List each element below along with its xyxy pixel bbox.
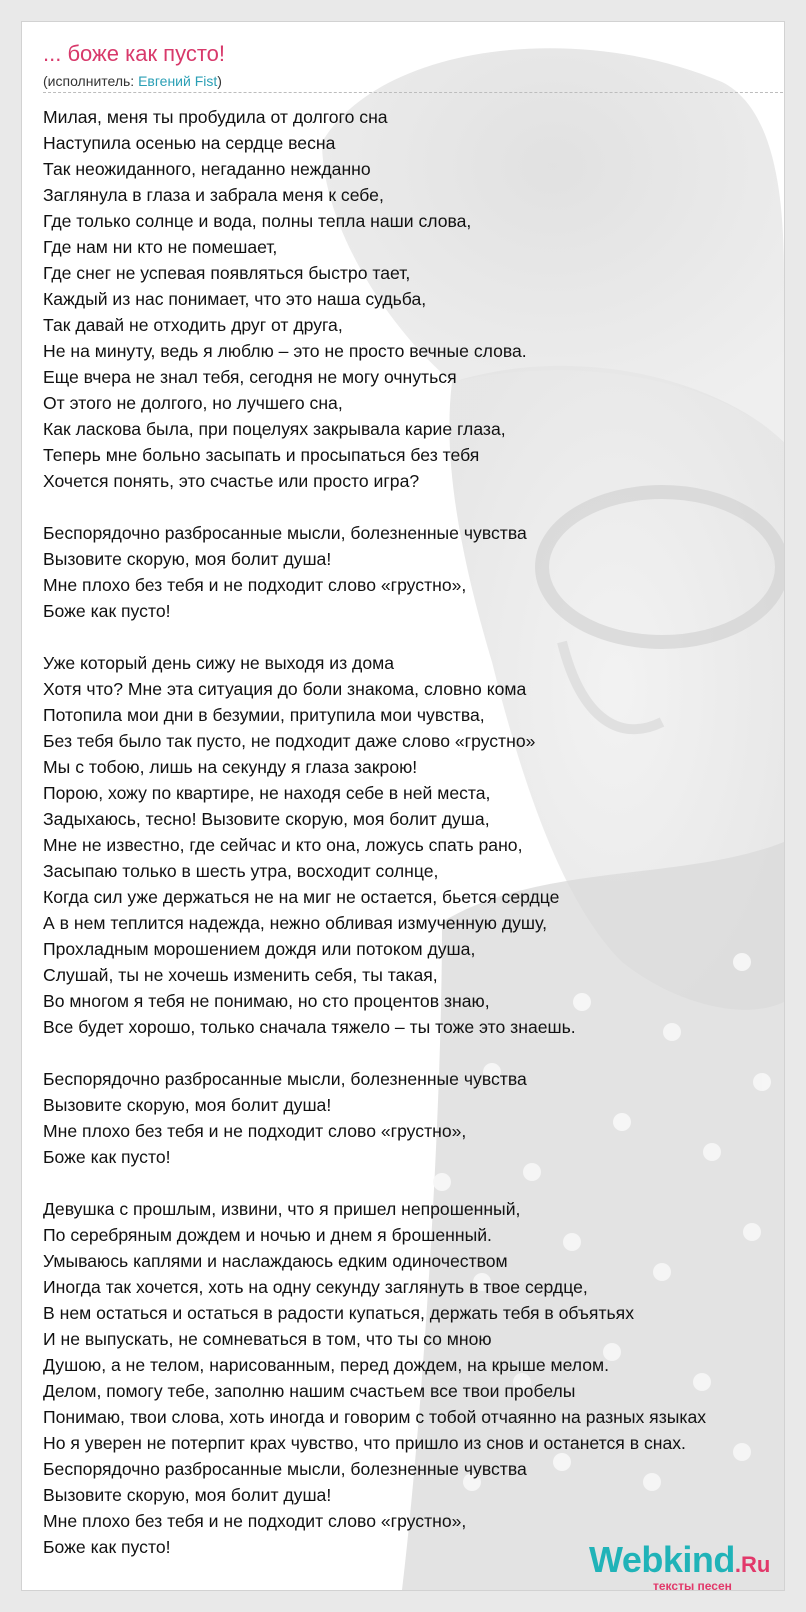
lyric-line: Не на минуту, ведь я люблю – это не просто вечные слова. bbox=[43, 341, 527, 361]
lyric-line: Теперь мне больно засыпать и просыпаться без тебя bbox=[43, 445, 480, 465]
lyric-line: Задыхаюсь, тесно! Вызовите скорую, моя болит душа, bbox=[43, 809, 490, 829]
lyric-line: Боже как пусто! bbox=[43, 601, 171, 621]
lyric-line: И не выпускать, не сомневаться в том, что ты со мною bbox=[43, 1329, 492, 1349]
lyric-line: Где только солнце и вода, полны тепла наши слова, bbox=[43, 211, 472, 231]
lyric-line: Мы с тобою, лишь на секунду я глаза закрою! bbox=[43, 757, 418, 777]
lyric-line: В нем остаться и остаться в радости купаться, держать тебя в объятьях bbox=[43, 1303, 634, 1323]
stanza-break bbox=[43, 1170, 785, 1196]
lyric-line: Мне плохо без тебя и не подходит слово «грустно», bbox=[43, 575, 467, 595]
lyric-line: Так неожиданного, негаданно нежданно bbox=[43, 159, 371, 179]
lyric-line: Засыпаю только в шесть утра, восходит солнце, bbox=[43, 861, 439, 881]
lyric-line: Душою, а не телом, нарисованным, перед дождем, на крыше мелом. bbox=[43, 1355, 610, 1375]
lyric-line: Беспорядочно разбросанные мысли, болезненные чувства bbox=[43, 1459, 527, 1479]
lyric-line: Хотя что? Мне эта ситуация до боли знакома, словно кома bbox=[43, 679, 527, 699]
lyric-line: Потопила мои дни в безумии, притупила мои чувства, bbox=[43, 705, 485, 725]
lyric-line: Слушай, ты не хочешь изменить себя, ты такая, bbox=[43, 965, 438, 985]
performer-label: исполнитель: bbox=[47, 73, 135, 89]
lyrics-card bbox=[21, 21, 785, 1591]
lyric-line: Беспорядочно разбросанные мысли, болезненные чувства bbox=[43, 1069, 527, 1089]
lyric-line: Наступила осенью на сердце весна bbox=[43, 133, 336, 153]
lyric-line: Делом, помогу тебе, заполню нашим счастьем все твои пробелы bbox=[43, 1381, 576, 1401]
webkind-logo[interactable] bbox=[589, 1539, 771, 1591]
lyric-line: Мне не известно, где сейчас и кто она, ложусь спать рано, bbox=[43, 835, 523, 855]
lyric-line: Уже который день сижу не выходя из дома bbox=[43, 653, 394, 673]
lyric-line: Порою, хожу по квартире, не находя себе в ней места, bbox=[43, 783, 491, 803]
lyric-line: Каждый из нас понимает, что это наша судьба, bbox=[43, 289, 427, 309]
lyric-line: Милая, меня ты пробудила от долгого сна bbox=[43, 107, 388, 127]
song-title: ... боже как пусто! bbox=[43, 41, 226, 66]
lyric-line: Вызовите скорую, моя болит душа! bbox=[43, 549, 332, 569]
lyric-line: Без тебя было так пусто, не подходит даже слово «грустно» bbox=[43, 731, 536, 751]
lyric-line: Боже как пусто! bbox=[43, 1537, 171, 1557]
lyric-line: Как ласкова была, при поцелуях закрывала карие глаза, bbox=[43, 419, 506, 439]
stanza-break bbox=[43, 1040, 785, 1066]
lyric-line: Когда сил уже держаться не на миг не остается, бьется сердце bbox=[43, 887, 560, 907]
lyric-line: По серебряным дождем и ночью и днем я брошенный. bbox=[43, 1225, 492, 1245]
lyric-line: Девушка с прошлым, извини, что я пришел непрошенный, bbox=[43, 1199, 521, 1219]
lyric-line: Хочется понять, это счастье или просто игра? bbox=[43, 471, 420, 491]
stanza-break bbox=[43, 494, 785, 520]
lyric-line: Умываюсь каплями и наслаждаюсь едким одиночеством bbox=[43, 1251, 508, 1271]
lyric-line: Где нам ни кто не помешает, bbox=[43, 237, 278, 257]
logo-tagline: тексты песен bbox=[653, 1579, 732, 1591]
lyric-line: Понимаю, твои слова, хоть иногда и говорим с тобой отчаянно на разных языках bbox=[43, 1407, 707, 1427]
header-divider bbox=[43, 92, 783, 93]
lyric-line: Вызовите скорую, моя болит душа! bbox=[43, 1095, 332, 1115]
lyric-line: Где снег не успевая появляться быстро тает, bbox=[43, 263, 411, 283]
lyric-line: Мне плохо без тебя и не подходит слово «грустно», bbox=[43, 1121, 467, 1141]
stanza-break bbox=[43, 624, 785, 650]
lyric-line: Вызовите скорую, моя болит душа! bbox=[43, 1485, 332, 1505]
lyric-line: Но я уверен не потерпит крах чувство, что пришло из снов и останется в снах. bbox=[43, 1433, 686, 1453]
lyric-line: Прохладным морошением дождя или потоком душа, bbox=[43, 939, 476, 959]
lyric-line: Заглянула в глаза и забрала меня к себе, bbox=[43, 185, 384, 205]
lyrics-text bbox=[43, 104, 785, 1560]
lyric-line: Иногда так хочется, хоть на одну секунду заглянуть в твое сердце, bbox=[43, 1277, 588, 1297]
lyric-line: А в нем теплится надежда, нежно обливая измученную душу, bbox=[43, 913, 547, 933]
lyric-line: Мне плохо без тебя и не подходит слово «грустно», bbox=[43, 1511, 467, 1531]
lyric-line: Боже как пусто! bbox=[43, 1147, 171, 1167]
performer-line: (исполнитель: Евгений Fist) bbox=[43, 73, 222, 89]
lyric-line: Так давай не отходить друг от друга, bbox=[43, 315, 343, 335]
logo-tld: .Ru bbox=[734, 1552, 771, 1577]
lyric-line: Все будет хорошо, только сначала тяжело – ты тоже это знаешь. bbox=[43, 1017, 576, 1037]
lyric-line: От этого не долгого, но лучшего сна, bbox=[43, 393, 343, 413]
lyric-line: Во многом я тебя не понимаю, но сто процентов знаю, bbox=[43, 991, 490, 1011]
logo-brand: Webkind bbox=[589, 1539, 735, 1580]
lyric-line: Еще вчера не знал тебя, сегодня не могу очнуться bbox=[43, 367, 457, 387]
artist-link[interactable]: Евгений Fist bbox=[138, 73, 218, 89]
lyric-line: Беспорядочно разбросанные мысли, болезненные чувства bbox=[43, 523, 527, 543]
